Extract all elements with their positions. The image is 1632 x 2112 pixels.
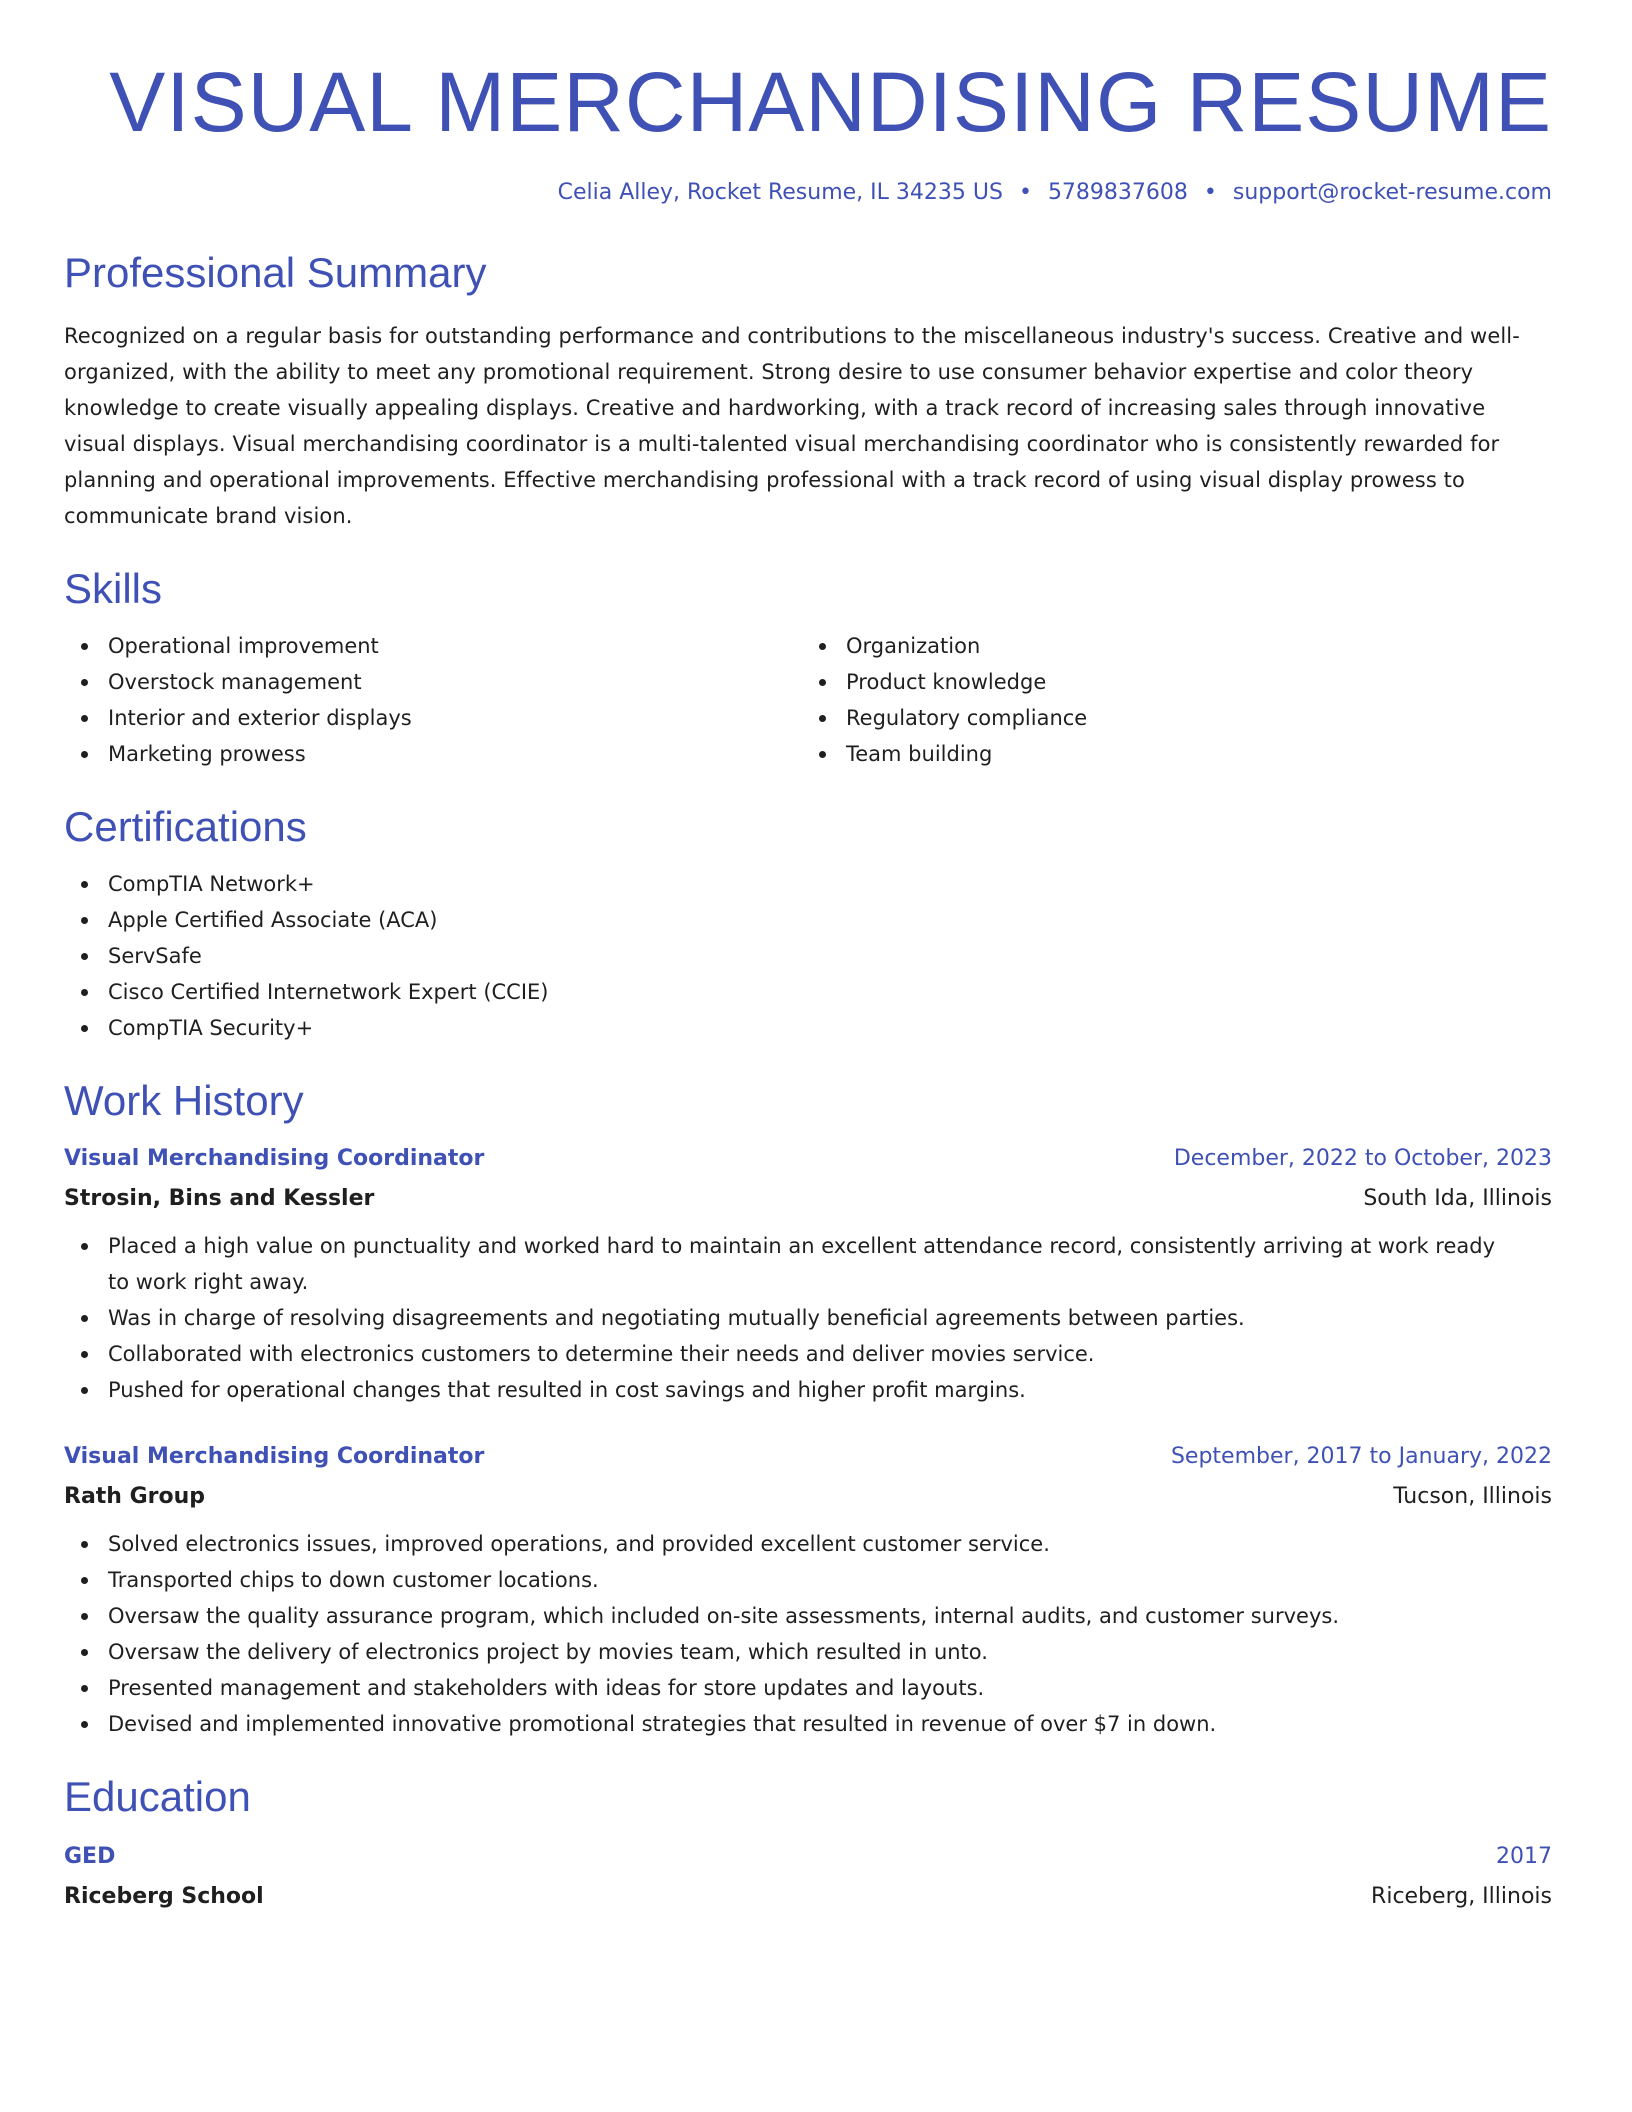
job-header [64,1144,1552,1174]
job-dates: September, 2017 to January, 2022 [1170,1444,1552,1469]
contact-phone: 5789837608 [1047,180,1188,205]
certification-item: Cisco Certified Internetwork Expert (CCIE) [64,974,1552,1010]
job-bullet: Collaborated with electronics customers to determine their needs and deliver movies service. [64,1336,1552,1372]
job-bullets [64,1526,1552,1742]
education-heading: Education [64,1773,251,1820]
summary-heading: Professional Summary [64,249,487,296]
job-title: Visual Merchandising Coordinator [64,1444,485,1469]
education-school-row [64,1882,1552,1912]
contact-line [64,178,1552,208]
skills-list-left [64,628,802,772]
skill-item: Product knowledge [802,664,1540,700]
skill-item: Team building [802,736,1540,772]
job-entry [64,1144,1552,1408]
education-school: Riceberg School [64,1884,264,1909]
job-title: Visual Merchandising Coordinator [64,1146,485,1171]
contact-address: Celia Alley, Rocket Resume, IL 34235 US [557,180,1003,205]
certification-item: Apple Certified Associate (ACA) [64,902,1552,938]
contact-separator: • [1018,180,1032,205]
education-degree: GED [64,1844,116,1869]
job-company: Rath Group [64,1484,206,1509]
job-location: Tucson, Illinois [1393,1484,1552,1509]
certifications-heading: Certifications [64,803,307,850]
education-year: 2017 [1496,1844,1552,1869]
skill-item: Regulatory compliance [802,700,1540,736]
work-history-heading: Work History [64,1077,304,1124]
certification-item: ServSafe [64,938,1552,974]
job-company-row [64,1482,1552,1512]
job-bullet: Presented management and stakeholders with ideas for store updates and layouts. [64,1670,1552,1706]
job-bullets [64,1228,1552,1408]
contact-separator: • [1203,180,1217,205]
job-bullet: Was in charge of resolving disagreements and negotiating mutually beneficial agreements between parties. [64,1300,1552,1336]
skills-heading: Skills [64,565,163,612]
job-bullet: Transported chips to down customer locations. [64,1562,1552,1598]
education-location: Riceberg, Illinois [1371,1884,1552,1909]
certifications-list [64,866,1552,1046]
job-header [64,1442,1552,1472]
job-bullet: Solved electronics issues, improved operations, and provided excellent customer service. [64,1526,1552,1562]
certification-item: CompTIA Security+ [64,1010,1552,1046]
job-bullet: Oversaw the quality assurance program, which included on-site assessments, internal audits, and customer surveys. [64,1598,1552,1634]
certification-item: CompTIA Network+ [64,866,1552,902]
job-bullet: Placed a high value on punctuality and worked hard to maintain an excellent attendance record, consistently arriving at work ready to work right away. [64,1228,1552,1300]
skills-grid [64,628,1552,772]
education-entry [64,1842,1552,1912]
job-entry [64,1442,1552,1742]
job-bullet: Devised and implemented innovative promotional strategies that resulted in revenue of over $7 in down. [64,1706,1552,1742]
skills-list-right [802,628,1540,772]
skill-item: Overstock management [64,664,802,700]
summary-text: Recognized on a regular basis for outstanding performance and contributions to the miscellaneous industry's success. Creative and well-organized, with the ability to meet any promotional requirement. Strong desire to use consumer behavior expertise and color theory knowledge to create visually appealing displays. Creative and hardworking, with a track record of increasing sales through innovative visual displays. Visual merchandising coordinator is a multi-talented visual merchandising coordinator who is consistently rewarded for planning and operational improvements. Effective merchandising professional with a track record of using visual display prowess to communicate brand vision. [64,324,1520,528]
skill-item: Interior and exterior displays [64,700,802,736]
education-header [64,1842,1552,1872]
job-bullet: Oversaw the delivery of electronics project by movies team, which resulted in unto. [64,1634,1552,1670]
skill-item: Operational improvement [64,628,802,664]
resume-title: VISUAL MERCHANDISING RESUME [109,55,1552,149]
contact-email: support@rocket-resume.com [1232,180,1552,205]
skill-item: Marketing prowess [64,736,802,772]
job-company-row [64,1184,1552,1214]
job-location: South Ida, Illinois [1363,1186,1552,1211]
job-company: Strosin, Bins and Kessler [64,1186,375,1211]
job-bullet: Pushed for operational changes that resulted in cost savings and higher profit margins. [64,1372,1552,1408]
job-dates: December, 2022 to October, 2023 [1173,1146,1552,1171]
skill-item: Organization [802,628,1540,664]
